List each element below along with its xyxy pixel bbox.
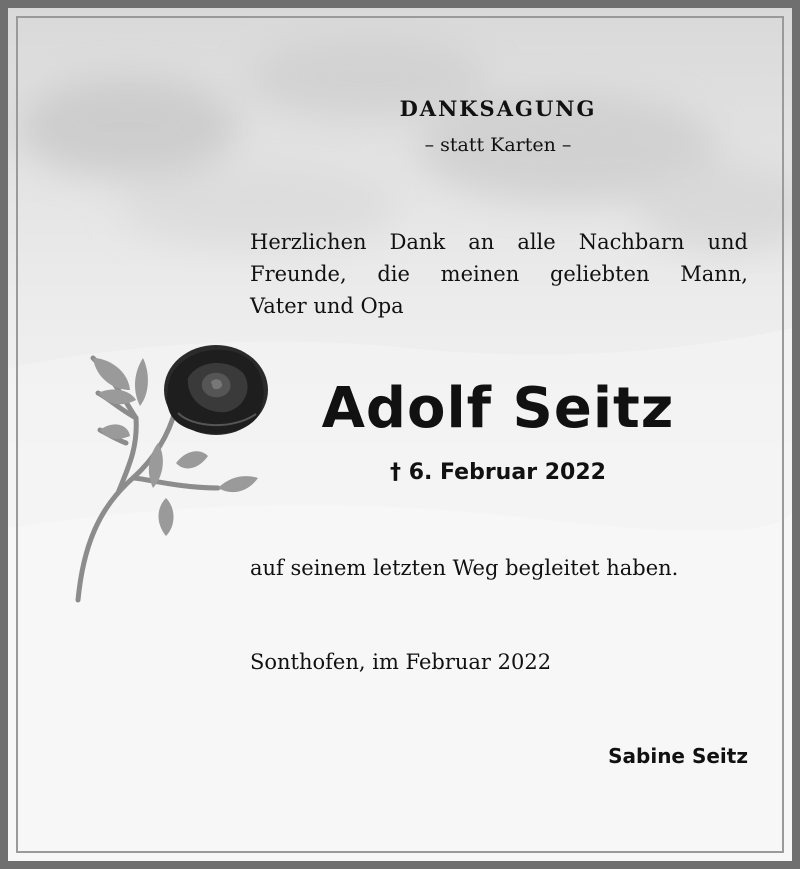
- place-date: Sonthofen, im Februar 2022: [250, 650, 552, 674]
- heading: DANKSAGUNG: [399, 96, 597, 121]
- signature: Sabine Seitz: [608, 744, 748, 768]
- intro-line-1: Herzlichen Dank an alle Nachbarn und: [250, 230, 748, 254]
- deceased-name: Adolf Seitz: [321, 376, 675, 441]
- rose-icon: [58, 338, 278, 618]
- closing-text: auf seinem letzten Weg begleitet haben.: [250, 556, 679, 580]
- subheading: – statt Karten –: [424, 134, 572, 156]
- intro-text: [250, 226, 748, 322]
- death-date: † 6. Februar 2022: [390, 460, 606, 485]
- intro-line-2: Freunde, die meinen geliebten Mann,: [250, 262, 748, 286]
- intro-line-3: Vater und Opa: [250, 294, 404, 318]
